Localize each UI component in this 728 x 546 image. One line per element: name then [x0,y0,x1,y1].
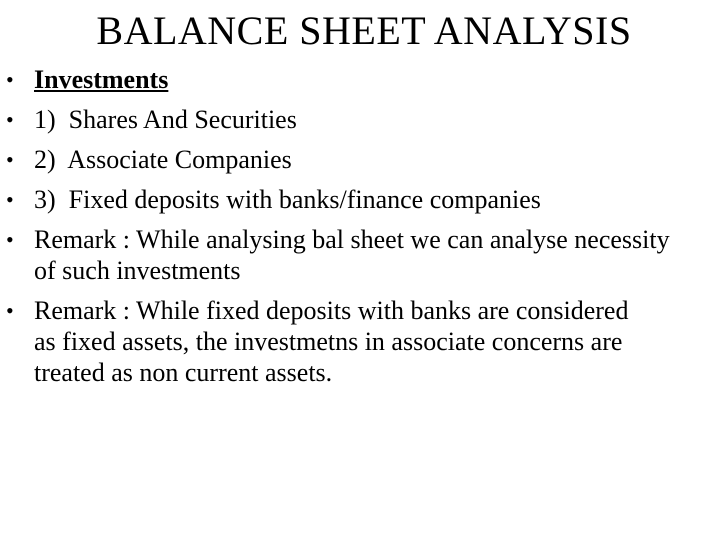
bullet-text: 1) Shares And Securities [34,105,297,134]
bullet-icon: • [6,187,14,212]
slide-title: BALANCE SHEET ANALYSIS [96,8,632,53]
bullet-text: Investments [34,65,169,94]
bullet-text: 2) Associate Companies [34,145,292,174]
bullet-text: 3) Fixed deposits with banks/finance companies [34,185,541,214]
bullet-item-remark-2 [6,295,654,388]
bullet-list [6,64,722,397]
bullet-icon: • [6,147,14,172]
bullet-icon: • [6,107,14,132]
bullet-icon: • [6,67,14,92]
bullet-icon: • [6,227,14,252]
bullet-text: Remark : While fixed deposits with banks are considered as fixed assets, the investmetns in associate concerns are treated as non current assets. [34,296,629,387]
bullet-item-shares [6,104,722,135]
bullet-item-investments [6,64,722,95]
bullet-item-remark-1 [6,224,674,286]
bullet-item-associates [6,144,722,175]
bullet-icon: • [6,298,14,323]
bullet-item-fixed-deposits [6,184,722,215]
bullet-text: Remark : While analysing bal sheet we can analyse necessity of such investments [34,225,670,285]
